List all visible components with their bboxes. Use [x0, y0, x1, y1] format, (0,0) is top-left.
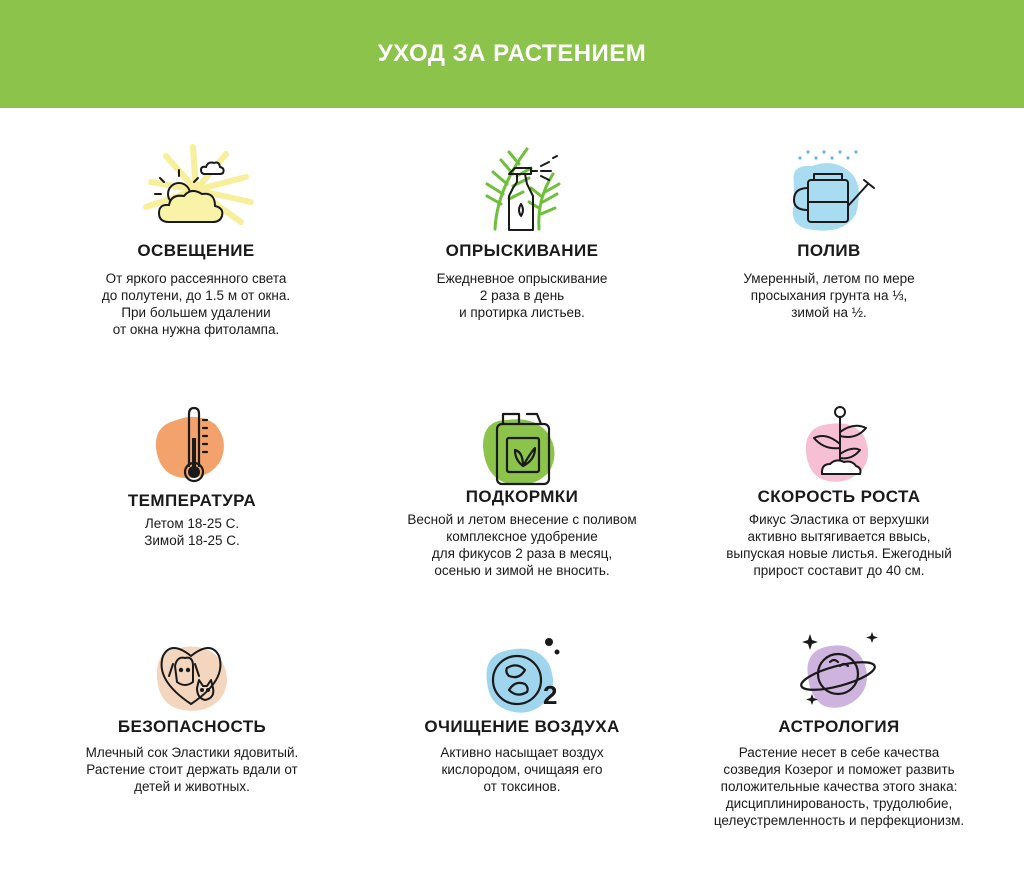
card-description: Умеренный, летом по мере просыхания грунта на ⅓, зимой на ½.: [743, 271, 915, 320]
card-title: БЕЗОПАСНОСТЬ: [117, 717, 267, 736]
card-title: ТЕМПЕРАТУРА: [127, 491, 257, 510]
oxygen-subscript: 2: [543, 680, 558, 710]
card-title: ОЧИЩЕНИЕ ВОЗДУХА: [424, 717, 620, 736]
pets-heart-icon: [127, 632, 257, 722]
thermometer-icon: [127, 404, 257, 494]
card-air-purification: [357, 632, 687, 812]
card-safety: [27, 632, 357, 812]
card-description: Активно насыщает воздух кислородом, очищаяя его от токсинов.: [440, 745, 604, 794]
fertilizer-canister-icon: [457, 402, 587, 492]
card-description: От яркого рассеянного света до полутени, до 1.5 м от окна. При большем удалении от окна нужна фитолампа.: [101, 271, 291, 337]
header-banner: [0, 0, 1024, 108]
card-fertilizer: [357, 402, 687, 582]
card-astrology: [674, 626, 1004, 836]
card-title: ОСВЕЩЕНИЕ: [137, 241, 255, 260]
sprout-icon: [774, 402, 904, 492]
card-description: Фикус Эластика от верхушки активно вытягивается ввысь, выпуская новые листья. Ежегодный прирост составит до 40 см.: [726, 512, 952, 578]
card-watering: [664, 140, 994, 340]
page-title: УХОД ЗА РАСТЕНИЕМ: [377, 40, 647, 67]
card-spraying: [357, 140, 687, 340]
card-title: ОПРЫСКИВАНИЕ: [445, 241, 599, 260]
card-title: ПОДКОРМКИ: [465, 487, 579, 506]
oxygen-leaf-icon: [457, 632, 587, 722]
spray-bottle-icon: [457, 144, 587, 234]
card-description: Летом 18-25 С. Зимой 18-25 С.: [144, 516, 240, 548]
card-lighting: [31, 140, 361, 340]
planet-stars-icon: [774, 626, 904, 716]
card-description: Млечный сок Эластики ядовитый. Растение стоит держать вдали от детей и животных.: [85, 745, 299, 794]
card-title: ПОЛИВ: [797, 241, 861, 260]
card-description: Ежедневное опрыскивание 2 раза в день и протирка листьев.: [436, 271, 608, 320]
card-temperature: [27, 400, 357, 560]
card-title: СКОРОСТЬ РОСТА: [757, 487, 921, 506]
sun-cloud-icon: [131, 142, 261, 232]
card-title: АСТРОЛОГИЯ: [778, 717, 900, 736]
watering-can-icon: [764, 144, 894, 234]
card-description: Весной и летом внесение с поливом комплексное удобрение для фикусов 2 раза в месяц, осенью и зимой не вносить.: [407, 512, 637, 578]
card-description: Растение несет в себе качества созведия Козерог и поможет развить положительные качества этого знака: дисциплинированость, трудолюбие, целеустремленность и перфекционизм.: [713, 745, 965, 828]
card-growth: [674, 402, 1004, 582]
